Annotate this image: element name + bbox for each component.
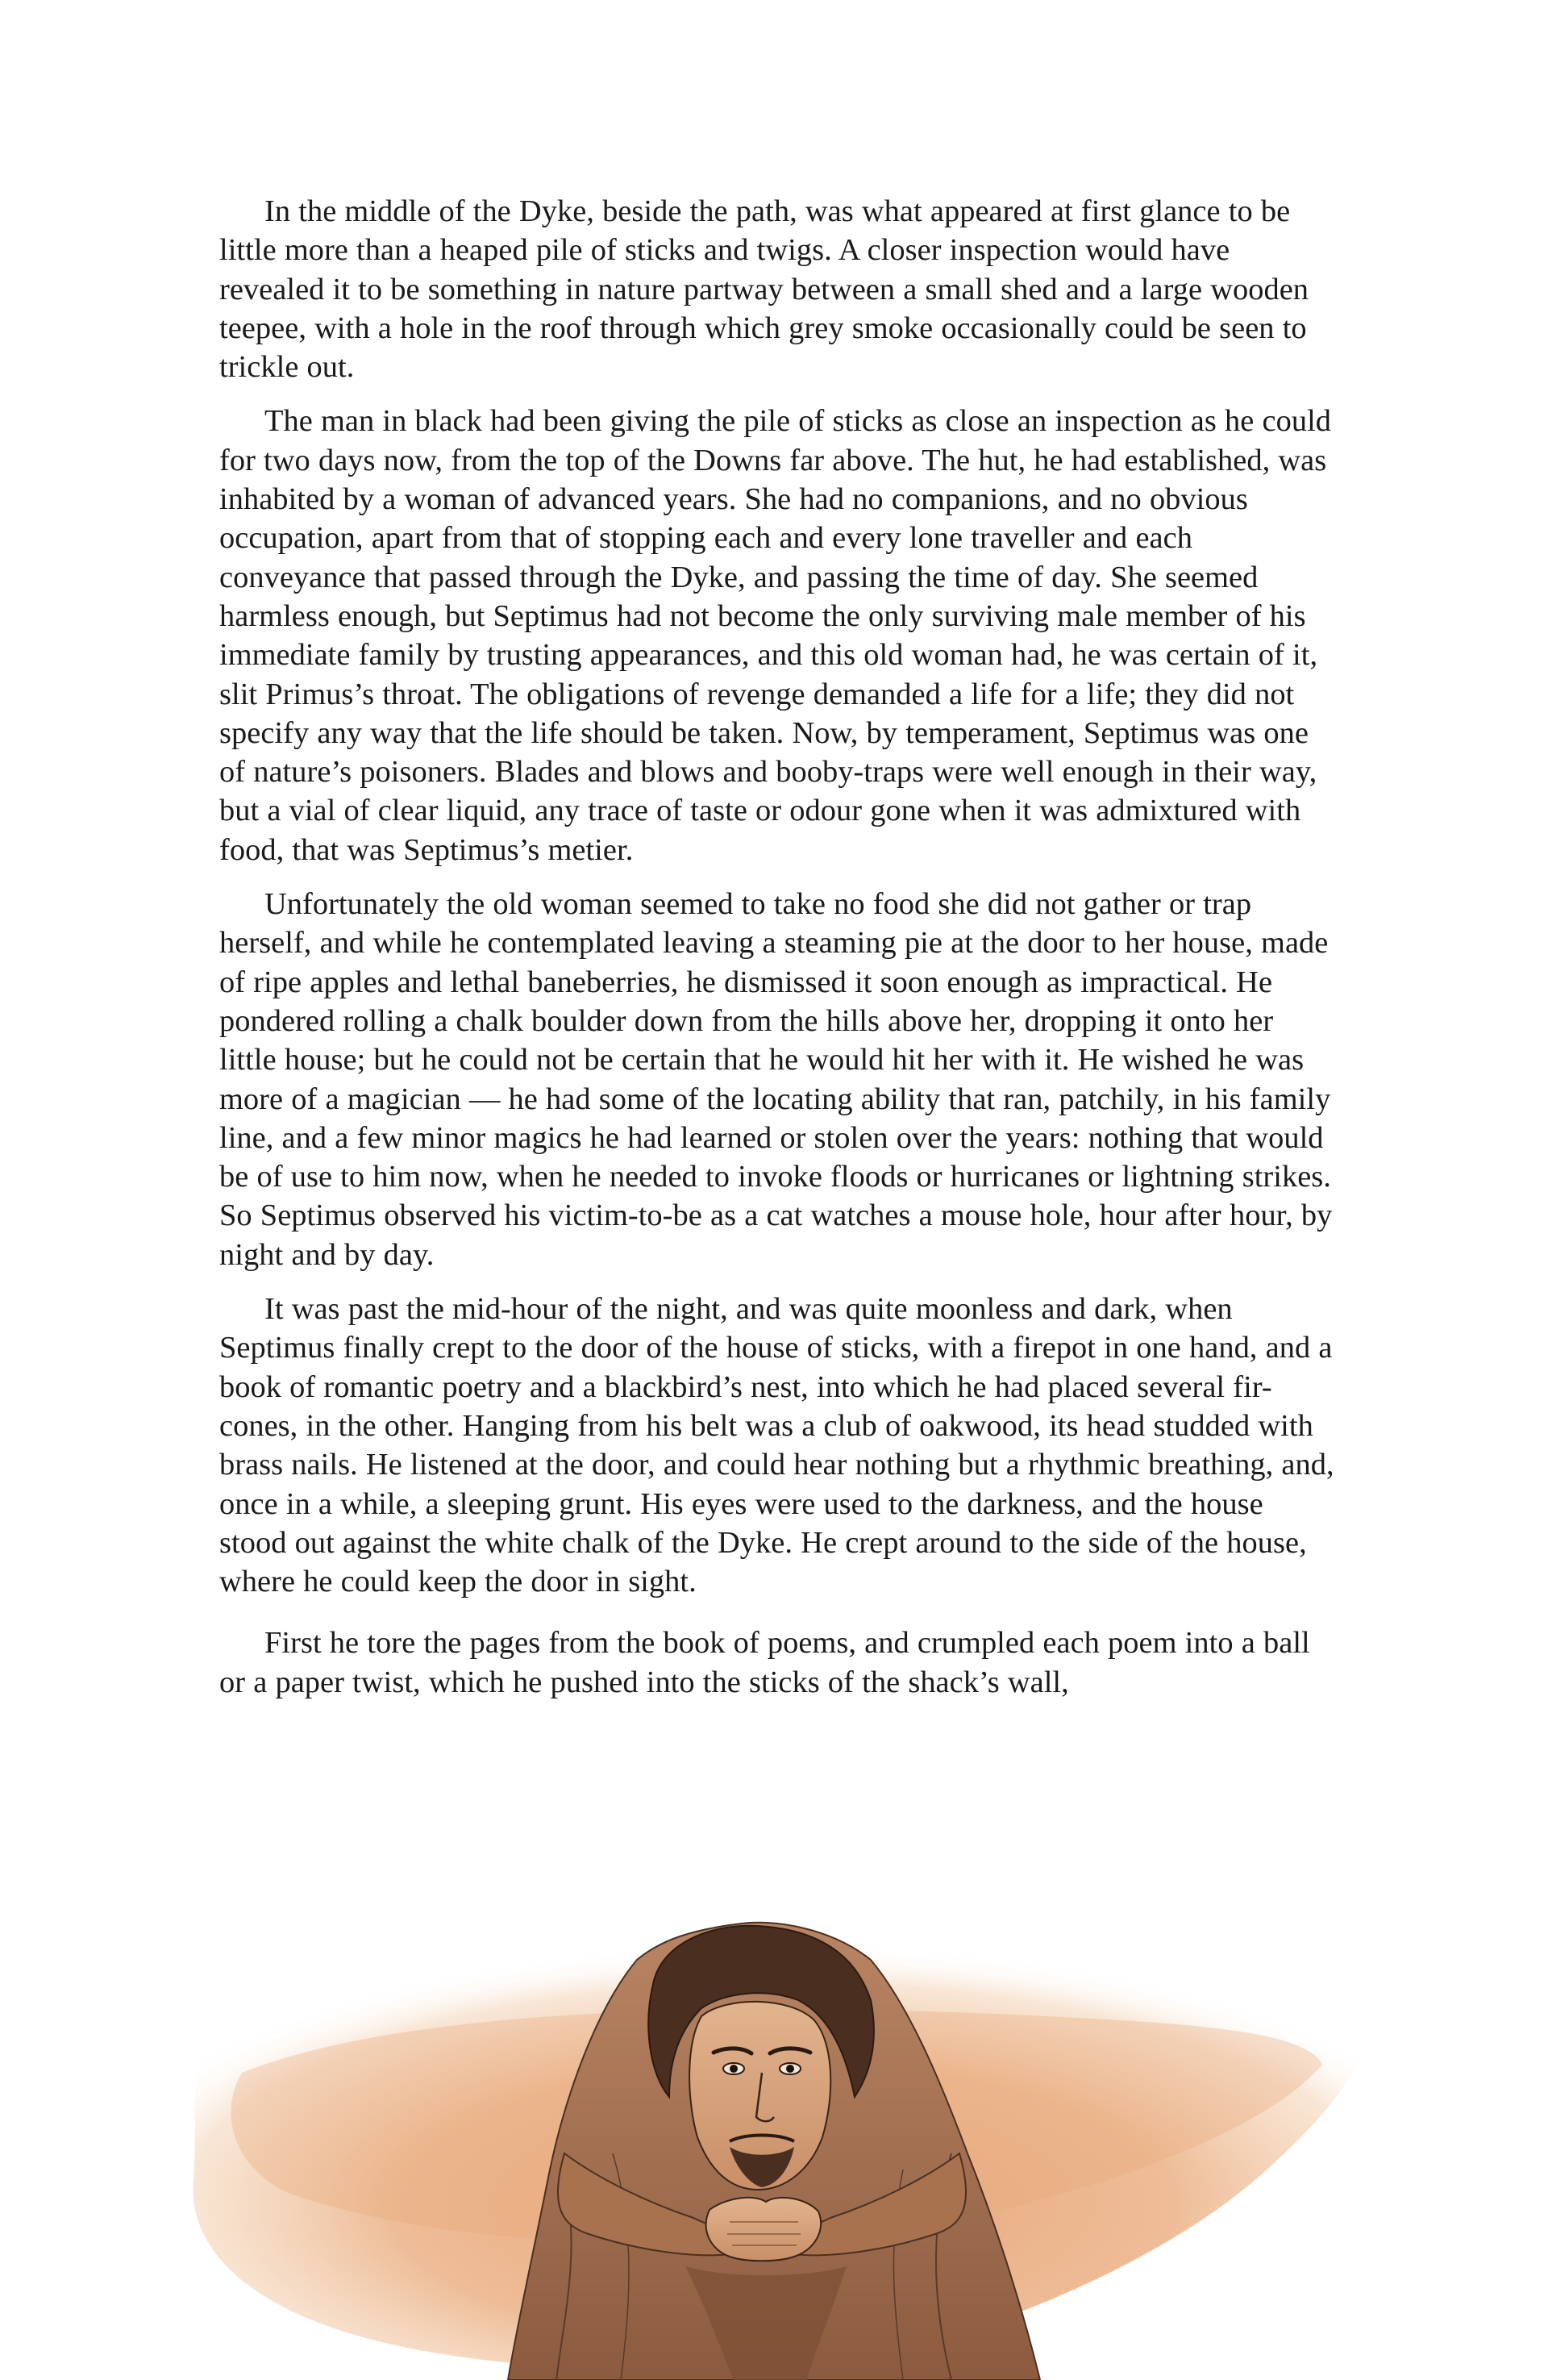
paragraph-3: Unfortunately the old woman seemed to take no food she did not gather or trap herself, and while he contemplated leaving a steaming pie at the door to her house, made of ripe apples and lethal baneberries, he dismissed it soon enough as impractical. He pondered rolling a chalk boulder down from the hills above her, dropping it onto her little house; but he could not be certain that he would hit her with it. He wished he was more of a magician — he had some of the locating ability that ran, patchily, in his family line, and a few minor magics he had learned or stolen over the years: nothing that would be of use to him now, when he needed to invoke floods or hurricanes or lightning strikes. So Septimus observed his victim-to-be as a cat watches a mouse hole, hour after hour, by night and by day. <box>219 887 1333 1272</box>
body-text <box>219 192 1335 1717</box>
paragraph-1: In the middle of the Dyke, beside the path, was what appeared at first glance to be little more than a heaped pile of sticks and twigs. A closer inspection would have revealed it to be something in nature partway between a small shed and a large wooden teepee, with a hole in the roof through which grey smoke occasionally could be seen to trickle out. <box>219 194 1309 385</box>
hands <box>706 2198 822 2261</box>
paragraph-5: First he tore the pages from the book of poems, and crumpled each poem into a ball or a paper twist, which he pushed into the sticks of the shack’s wall, <box>219 1626 1310 1699</box>
illustration-crouching-man <box>0 1911 1548 2380</box>
illustration-art <box>0 1911 1548 2380</box>
paragraph-2: The man in black had been giving the pile of sticks as close an inspection as he could for two days now, from the top of the Downs far above. The hut, he had established, was inhabited by a woman of advanced years. She had no companions, and no obvious occupation, apart from that of stopping each and every lone traveller and each conveyance that passed through the Dyke, and passing the time of day. She seemed harmless enough, but Septimus had not become the only surviving male member of his immediate family by trusting appearances, and this old woman had, he was certain of it, slit Primus’s throat. The obligations of revenge demanded a life for a life; they did not specify any way that the life should be taken. Now, by temperament, Septimus was one of nature’s poisoners. Blades and blows and booby-traps were well enough in their way, but a vial of clear liquid, any trace of taste or odour gone when it was admixtured with food, that was Septimus’s metier. <box>219 404 1332 867</box>
paragraph-4: It was past the mid-hour of the night, and was quite moonless and dark, when Septimus finally crept to the door of the house of sticks, with a firepot in one hand, and a book of romantic poetry and a blackbird’s nest, into which he had placed several fir-cones, in the other. Hanging from his belt was a club of oakwood, its head studded with brass nails. He listened at the door, and could hear nothing but a rhythmic breathing, and, once in a while, a sleeping grunt. His eyes were used to the darkness, and the house stood out against the white chalk of the Dyke. He crept around to the side of the house, where he could keep the door in sight. <box>219 1292 1334 1599</box>
